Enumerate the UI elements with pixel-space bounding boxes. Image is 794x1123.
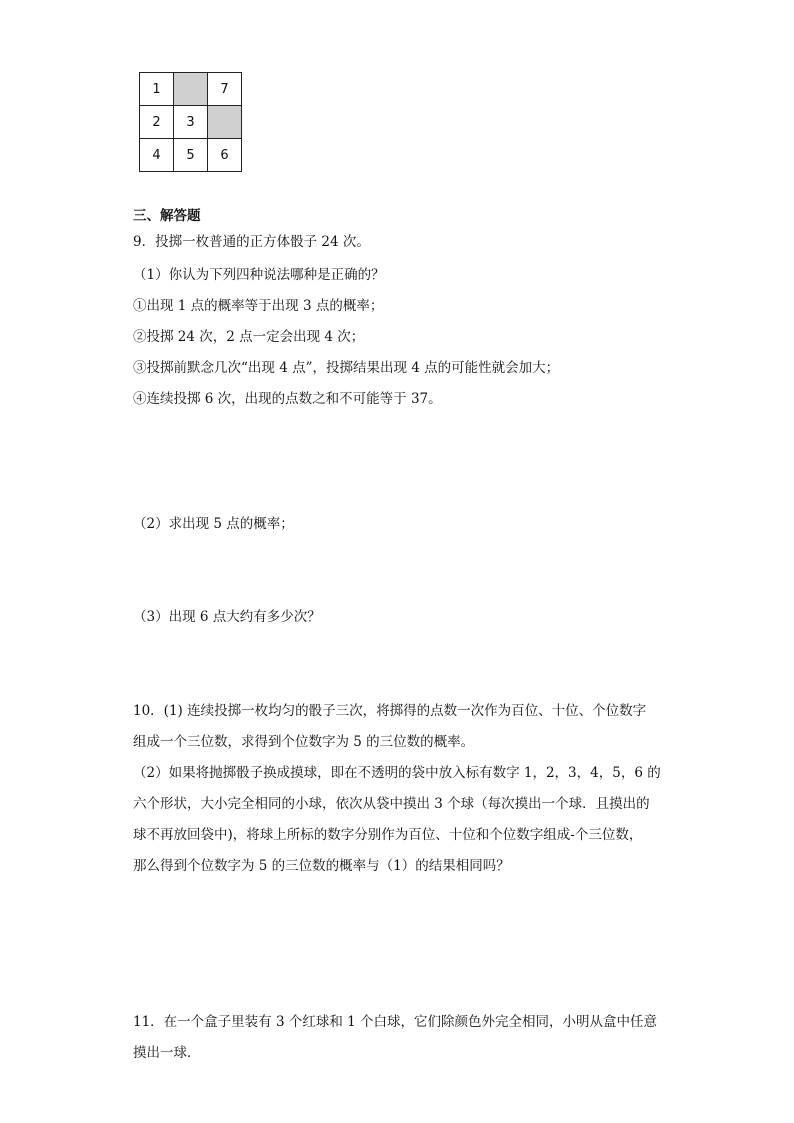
grid-row [140, 73, 242, 106]
question-9-part-2: （2）求出现 5 点的概率； [133, 516, 294, 532]
question-9-option-3: ③投掷前默念几次“出现 4 点”，投掷结果出现 4 点的可能性就会加大； [133, 360, 560, 376]
question-10-line-3: （2）如果将抛掷骰子换成摸球，即在不透明的袋中放入标有数字 1，2，3，4，5，6 的 [133, 765, 661, 781]
question-9-part-3: （3）出现 6 点大约有多少次？ [133, 609, 321, 625]
question-9-option-1: ①出现 1 点的概率等于出现 3 点的概率； [133, 298, 384, 314]
grid-cell: 1 [140, 73, 174, 106]
question-10-line-6: 那么得到个位数字为 5 的三位数的概率与（1）的结果相同吗？ [133, 858, 510, 874]
grid-cell: 3 [174, 106, 208, 139]
question-10-line-2: 组成一个三位数，求得到个位数字为 5 的三位数的概率。 [133, 734, 475, 750]
grid-row [140, 106, 242, 139]
grid-cell-shaded [208, 106, 242, 139]
grid-row [140, 139, 242, 172]
question-10-line-4: 六个形状，大小完全相同的小球，依次从袋中摸出 3 个球（每次摸出一个球．且摸出的 [133, 796, 650, 812]
question-9-part-1: （1）你认为下列四种说法哪种是正确的？ [133, 267, 385, 283]
question-11-line-2: 摸出一球． [133, 1045, 201, 1061]
grid-cell: 4 [140, 139, 174, 172]
question-9-option-4: ④连续投掷 6 次，出现的点数之和不可能等于 37。 [133, 391, 442, 407]
number-grid [139, 72, 242, 172]
grid-cell: 5 [174, 139, 208, 172]
question-11-line-1: 11．在一个盒子里装有 3 个红球和 1 个白球，它们除颜色外完全相同，小明从盒中任意 [133, 1014, 658, 1030]
question-9-stem: 9．投掷一枚普通的正方体骰子 24 次。 [133, 234, 370, 250]
grid-cell: 7 [208, 73, 242, 106]
grid-cell: 6 [208, 139, 242, 172]
question-10-line-1: 10．(1) 连续投掷一枚均匀的骰子三次，将掷得的点数一次作为百位、十位、个位数字 [133, 703, 647, 719]
question-9-option-2: ②投掷 24 次，2 点一定会出现 4 次； [133, 329, 365, 345]
section-heading: 三、解答题 [133, 208, 201, 224]
grid-cell-shaded [174, 73, 208, 106]
grid-cell: 2 [140, 106, 174, 139]
question-10-line-5: 球不再放回袋中)，将球上所标的数字分别作为百位、十位和个位数字组成-个三位数， [133, 827, 643, 843]
